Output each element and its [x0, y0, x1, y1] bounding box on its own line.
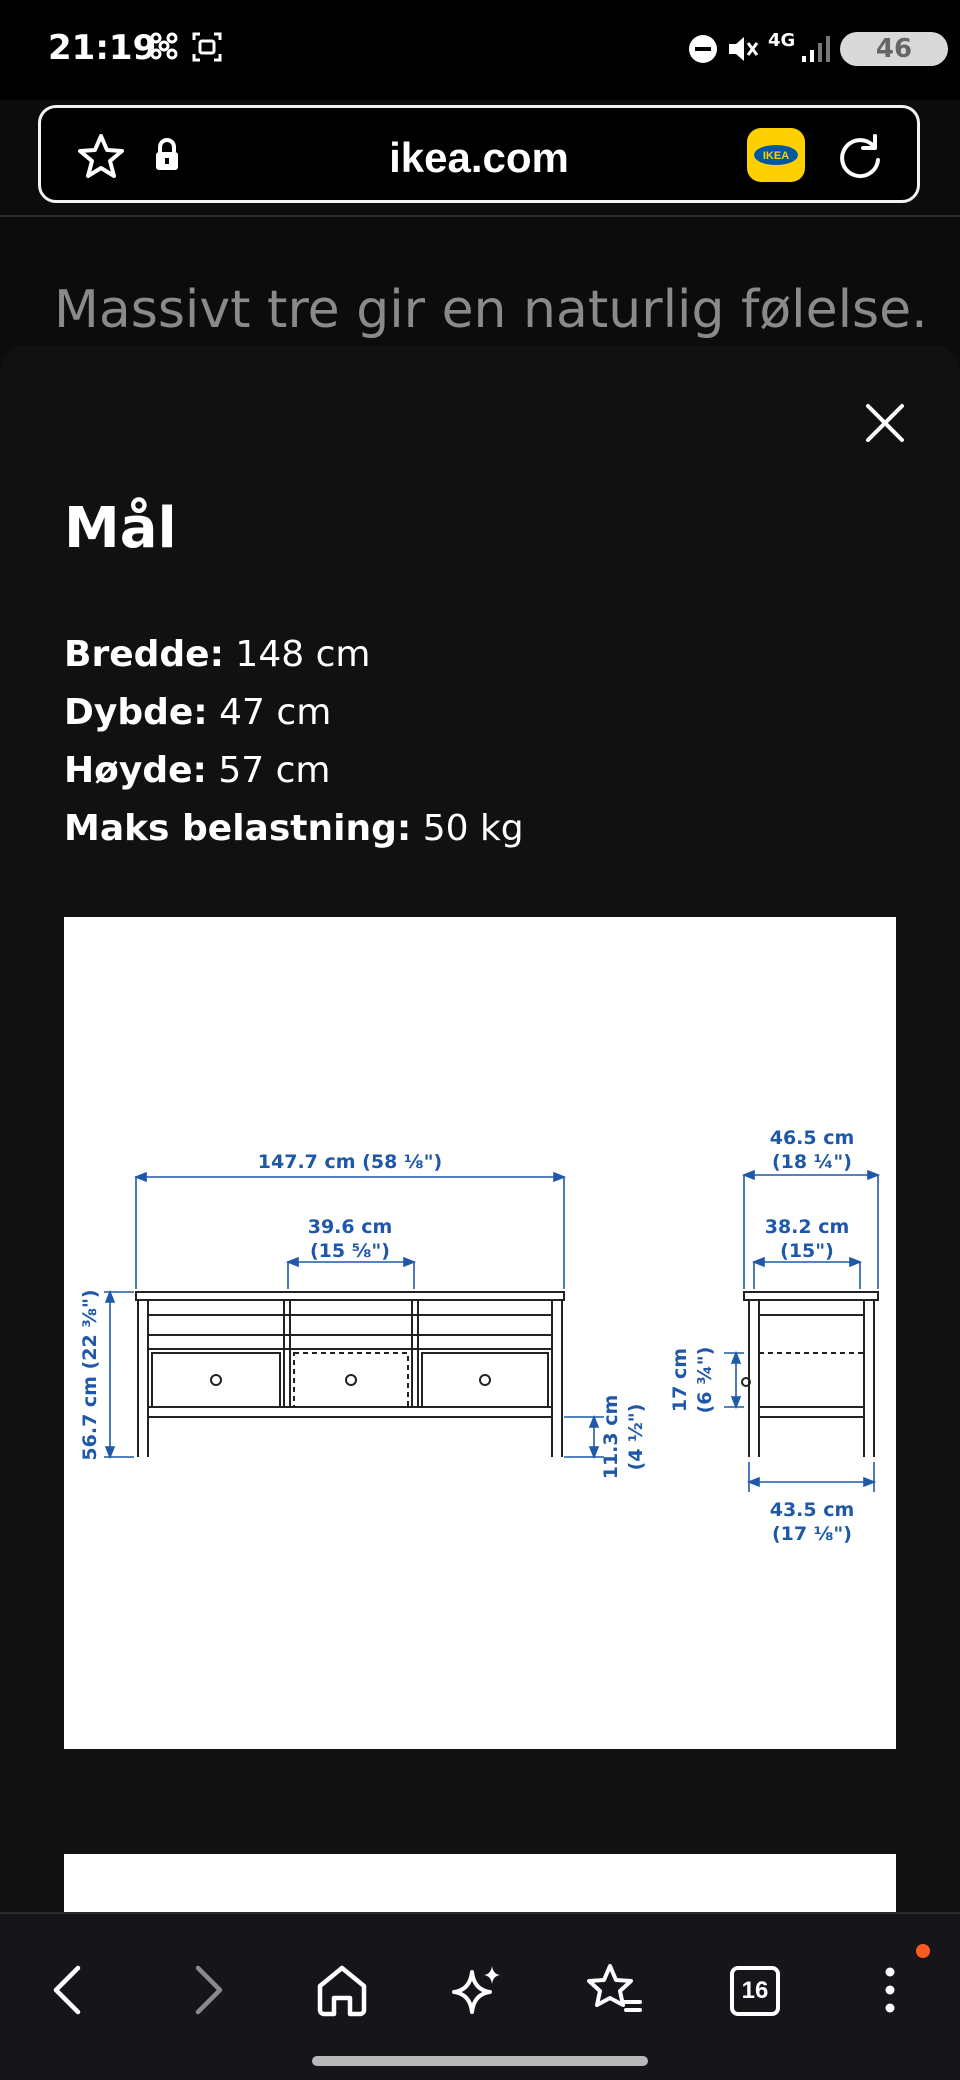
leg-height-inch-label: (4 ½") — [625, 1403, 647, 1471]
fan-icon — [148, 30, 180, 62]
dimension-diagram — [64, 917, 896, 1749]
height-label: 56.7 cm (22 ⅜") — [79, 1289, 101, 1461]
home-icon[interactable] — [312, 1960, 372, 2020]
dnd-icon — [688, 34, 718, 64]
dimension-depth — [64, 684, 524, 742]
drawer-height-inch-label: (6 ¾") — [694, 1346, 716, 1414]
dimension-value: 57 cm — [218, 750, 331, 791]
depth-top-label: 46.5 cm — [769, 1127, 855, 1149]
leg-height-label: 11.3 cm — [600, 1394, 622, 1480]
status-bar — [0, 0, 960, 100]
address-bar[interactable] — [38, 105, 920, 203]
tab-count[interactable]: 16 — [730, 1966, 780, 2016]
sheet-title: Mål — [64, 496, 177, 561]
drawer-width-label: 39.6 cm — [307, 1216, 393, 1238]
network-type: 4G — [768, 30, 796, 51]
dimension-label: Maks belastning: — [64, 808, 412, 849]
toolbar-divider — [0, 215, 960, 217]
dimension-label: Dybde: — [64, 692, 208, 733]
front-view-drawing — [136, 1292, 564, 1457]
dimension-drawing — [64, 917, 896, 1749]
drawer-width-inch-label: (15 ⅝") — [310, 1240, 390, 1262]
second-image — [64, 1854, 896, 1912]
notification-dot — [916, 1944, 930, 1958]
back-icon[interactable] — [40, 1960, 100, 2020]
drawer-height-label: 17 cm — [669, 1347, 691, 1413]
dimension-width — [64, 626, 524, 684]
status-time: 21:19 — [48, 28, 157, 68]
home-indicator[interactable] — [312, 2056, 648, 2066]
dimension-list — [64, 626, 524, 858]
ikea-logo-text: IKEA — [762, 150, 790, 162]
product-description: Massivt tre gir en naturlig følelse. — [54, 280, 928, 340]
mute-icon — [726, 32, 760, 66]
menu-icon[interactable] — [860, 1960, 920, 2020]
battery-level: 46 — [875, 34, 913, 64]
close-icon[interactable] — [862, 400, 908, 446]
battery-icon — [840, 32, 948, 66]
url-text[interactable]: ikea.com — [389, 134, 569, 181]
dimension-label: Høyde: — [64, 750, 207, 791]
inner-depth-inch-label: (15") — [780, 1240, 834, 1262]
base-depth-inch-label: (17 ⅛") — [772, 1523, 852, 1545]
forward-icon[interactable] — [176, 1960, 236, 2020]
total-width-label: 147.7 cm (58 ⅛") — [257, 1151, 443, 1173]
signal-icon — [800, 34, 832, 64]
inner-depth-label: 38.2 cm — [764, 1216, 850, 1238]
ai-sparkle-icon[interactable] — [448, 1960, 508, 2020]
bottom-toolbar — [0, 1912, 960, 2080]
ikea-logo-icon[interactable] — [747, 128, 805, 182]
dimension-value: 47 cm — [219, 692, 332, 733]
dimension-max-load — [64, 800, 524, 858]
depth-top-inch-label: (18 ¼") — [772, 1151, 852, 1173]
screen-record-icon — [192, 32, 222, 62]
dimension-value: 148 cm — [235, 634, 371, 675]
bookmarks-icon[interactable] — [584, 1960, 644, 2020]
side-view-drawing — [742, 1292, 878, 1457]
dimension-value: 50 kg — [422, 808, 524, 849]
dimensions-sheet — [0, 346, 960, 1916]
dimension-label: Bredde: — [64, 634, 224, 675]
reload-icon[interactable] — [835, 130, 887, 182]
base-depth-label: 43.5 cm — [769, 1499, 855, 1521]
dimension-height — [64, 742, 524, 800]
